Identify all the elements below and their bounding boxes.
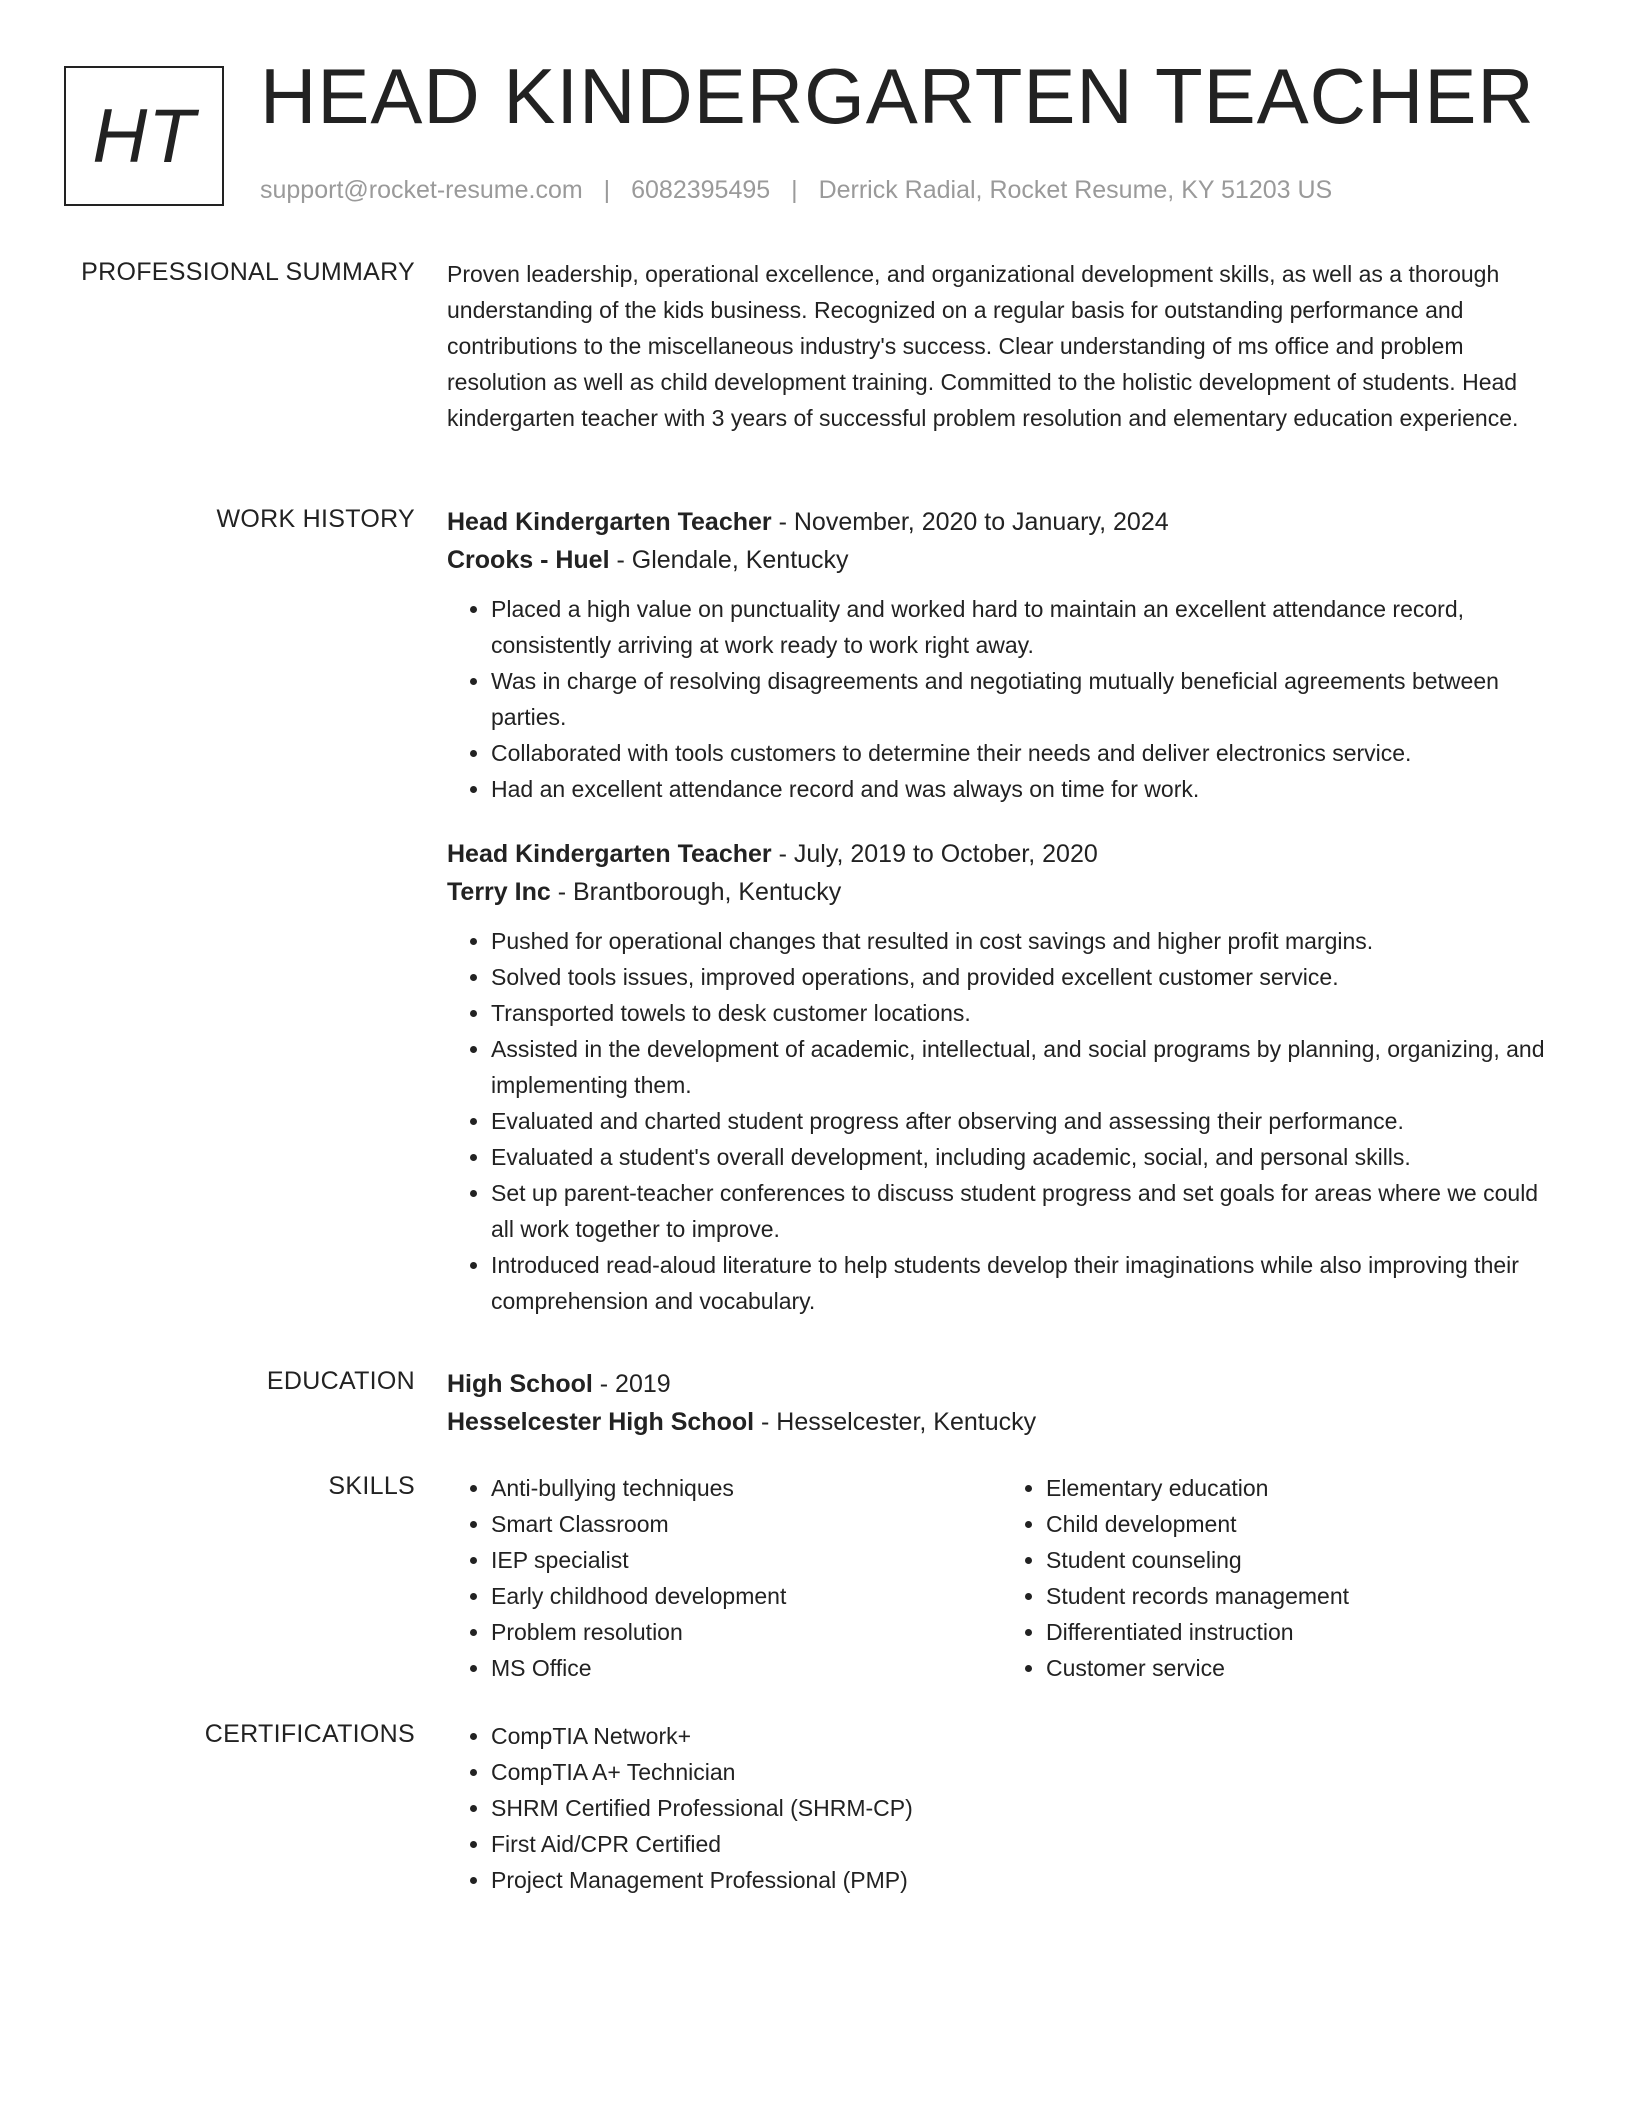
section-label-skills: SKILLS: [328, 1472, 415, 1500]
contact-address: Derrick Radial, Rocket Resume, KY 51203 US: [818, 176, 1333, 204]
list-item: • Elementary education: [1046, 1470, 1557, 1506]
job-company: Crooks - Huel: [447, 546, 610, 574]
skills-column-left: [447, 1470, 1002, 1686]
list-item: • MS Office: [491, 1650, 1002, 1686]
job-bullets: [447, 591, 1557, 807]
job-title-line: [447, 503, 1557, 541]
list-item: • Problem resolution: [491, 1614, 1002, 1650]
education-school: Hesselcester High School: [447, 1408, 755, 1436]
monogram-logo: HT: [64, 66, 224, 206]
list-item: • Set up parent-teacher conferences to discuss student progress and set goals for areas where we could all work together to improve.: [491, 1175, 1557, 1247]
job-bullets: [447, 923, 1557, 1319]
education-degree: High School: [447, 1370, 593, 1398]
list-item: • SHRM Certified Professional (SHRM-CP): [491, 1790, 1557, 1826]
list-item: • Differentiated instruction: [1046, 1614, 1557, 1650]
job-title: Head Kindergarten Teacher: [447, 508, 772, 536]
list-item: • CompTIA A+ Technician: [491, 1754, 1557, 1790]
certifications-list: [447, 1718, 1557, 1898]
list-item: • Student records management: [1046, 1578, 1557, 1614]
list-item: • Collaborated with tools customers to determine their needs and deliver electronics service.: [491, 735, 1557, 771]
education-year: - 2019: [592, 1370, 671, 1398]
job-location: - Brantborough, Kentucky: [550, 878, 842, 906]
job-entry: [447, 835, 1557, 1319]
section-label-summary: PROFESSIONAL SUMMARY: [81, 258, 415, 286]
job-location: - Glendale, Kentucky: [609, 546, 849, 574]
list-item: • Project Management Professional (PMP): [491, 1862, 1557, 1898]
job-company: Terry Inc: [447, 878, 551, 906]
job-entry: [447, 503, 1557, 807]
list-item: • Customer service: [1046, 1650, 1557, 1686]
job-company-line: [447, 541, 1557, 579]
education-degree-line: [447, 1365, 1557, 1403]
contact-line: [260, 176, 1332, 205]
list-item: • Was in charge of resolving disagreements and negotiating mutually beneficial agreements between parties.: [491, 663, 1557, 735]
list-item: • Child development: [1046, 1506, 1557, 1542]
summary-text: Proven leadership, operational excellence, and organizational development skills, as well as a thorough understanding of the kids business. Recognized on a regular basis for outstanding performance and contributions to the miscellaneous industry's success. Clear understanding of ms office and problem resolution as well as child development training. Committed to the holistic development of students. Head kindergarten teacher with 3 years of successful problem resolution and elementary education experience.: [447, 261, 1519, 431]
job-dates: - November, 2020 to January, 2024: [771, 508, 1169, 536]
work-history: [447, 503, 1557, 1319]
section-label-work-history: WORK HISTORY: [216, 505, 415, 533]
skills-list: [447, 1470, 1557, 1686]
list-item: • Smart Classroom: [491, 1506, 1002, 1542]
skills-columns: [447, 1470, 1557, 1686]
contact-separator: |: [791, 176, 798, 204]
list-item: • IEP specialist: [491, 1542, 1002, 1578]
list-item: • Evaluated a student's overall development, including academic, social, and personal skills.: [491, 1139, 1557, 1175]
list-item: • Introduced read-aloud literature to help students develop their imaginations while also improving their comprehension and vocabulary.: [491, 1247, 1557, 1319]
education-location: - Hesselcester, Kentucky: [754, 1408, 1037, 1436]
list-item: • Assisted in the development of academic, intellectual, and social programs by planning, organizing, and implementing them.: [491, 1031, 1557, 1103]
certifications-bullets: [447, 1718, 1557, 1898]
list-item: • CompTIA Network+: [491, 1718, 1557, 1754]
list-item: • Placed a high value on punctuality and worked hard to maintain an excellent attendance record, consistently arriving at work ready to work right away.: [491, 591, 1557, 663]
skills-column-right: [1002, 1470, 1557, 1686]
list-item: • Had an excellent attendance record and was always on time for work.: [491, 771, 1557, 807]
education-school-line: [447, 1403, 1557, 1441]
section-label-certifications: CERTIFICATIONS: [204, 1720, 415, 1748]
job-title-line: [447, 835, 1557, 873]
job-company-line: [447, 873, 1557, 911]
list-item: • Evaluated and charted student progress after observing and assessing their performance.: [491, 1103, 1557, 1139]
contact-email[interactable]: support@rocket-resume.com: [260, 176, 583, 204]
list-item: • Early childhood development: [491, 1578, 1002, 1614]
list-item: • First Aid/CPR Certified: [491, 1826, 1557, 1862]
section-label-education: EDUCATION: [266, 1367, 415, 1395]
list-item: • Solved tools issues, improved operations, and provided excellent customer service.: [491, 959, 1557, 995]
education-entry: [447, 1365, 1557, 1453]
list-item: • Student counseling: [1046, 1542, 1557, 1578]
contact-separator: |: [603, 176, 611, 204]
contact-phone[interactable]: 6082395495: [631, 176, 771, 204]
list-item: • Pushed for operational changes that resulted in cost savings and higher profit margins.: [491, 923, 1557, 959]
job-title: Head Kindergarten Teacher: [447, 840, 772, 868]
job-dates: - July, 2019 to October, 2020: [771, 840, 1098, 868]
list-item: • Transported towels to desk customer locations.: [491, 995, 1557, 1031]
resume-title: HEAD KINDERGARTEN TEACHER: [260, 52, 1535, 140]
list-item: • Anti-bullying techniques: [491, 1470, 1002, 1506]
